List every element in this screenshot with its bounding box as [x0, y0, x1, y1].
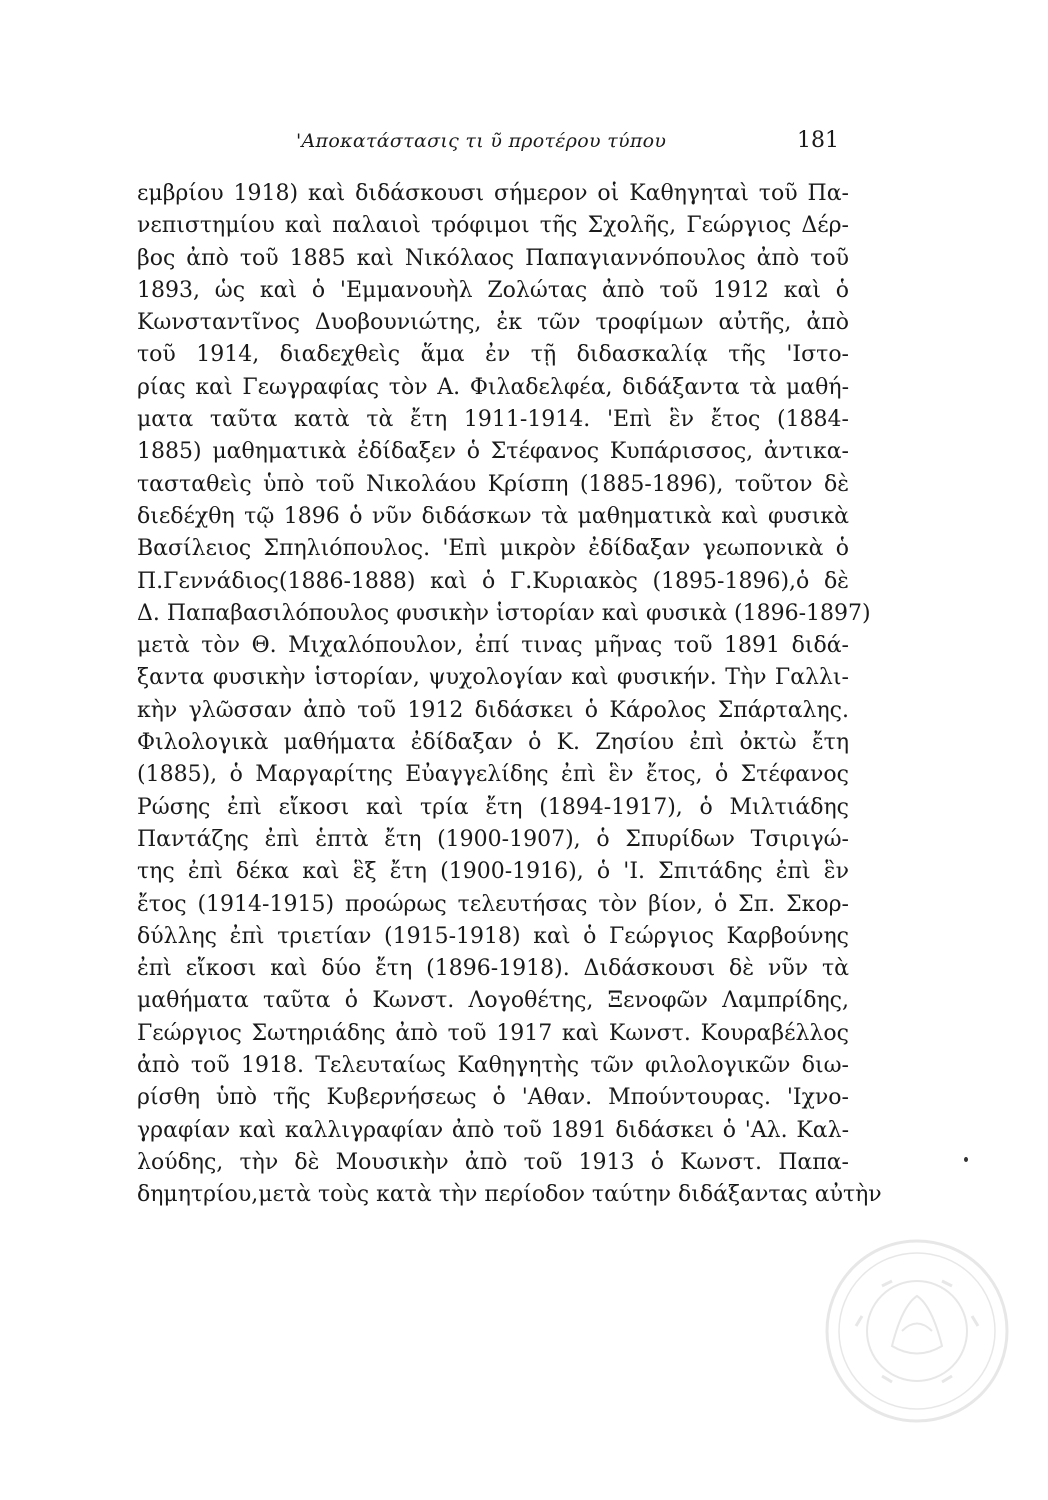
text-line: Ρώσης ἐπὶ εἴκοσι καὶ τρία ἔτη (1894-1917), ὁ Μιλτιάδης	[137, 794, 849, 820]
text-line: μετὰ τὸν Θ. Μιχαλόπουλον, ἐπί τινας μῆνας τοῦ 1891 διδά-	[137, 633, 849, 659]
text-line: ἔτος (1914-1915) προώρως τελευτήσας τὸν βίον, ὁ Σπ. Σκορ-	[137, 891, 849, 917]
text-line: διεδέχθη τῷ 1896 ὁ νῦν διδάσκων τὰ μαθηματικὰ καὶ φυσικὰ	[137, 503, 849, 529]
text-line: Γεώργιος Σωτηριάδης ἀπὸ τοῦ 1917 καὶ Κωνστ. Κουραβέλλος	[137, 1020, 849, 1046]
text-line: ρίας καὶ Γεωγραφίας τὸν Α. Φιλαδελφέα, διδάξαντα τὰ μαθή-	[137, 374, 849, 400]
text-line: τοῦ 1914, διαδεχθεὶς ἅμα ἐν τῇ διδασκαλίᾳ τῆς 'Ιστο-	[137, 342, 849, 368]
text-line: Κωνσταντῖνος Δυοβουνιώτης, ἐκ τῶν τροφίμων αὐτῆς, ἀπὸ	[137, 310, 849, 336]
text-line: νεπιστημίου καὶ παλαιοὶ τρόφιμοι τῆς Σχολῆς, Γεώργιος Δέρ-	[137, 213, 849, 239]
ink-speck	[964, 1157, 968, 1162]
text-line: κὴν γλῶσσαν ἀπὸ τοῦ 1912 διδάσκει ὁ Κάρολος Σπάρταλης.	[137, 697, 849, 723]
library-stamp-icon	[822, 1236, 1012, 1426]
text-line: 1885) μαθηματικὰ ἐδίδαξεν ὁ Στέφανος Κυπάρισσος, ἀντικα-	[137, 439, 849, 465]
text-line: ἀπὸ τοῦ 1918. Τελευταίως Καθηγητὴς τῶν φιλολογικῶν διω-	[137, 1053, 849, 1079]
text-line: (1885), ὁ Μαργαρίτης Εὐαγγελίδης ἐπὶ ἓν ἔτος, ὁ Στέφανος	[137, 762, 849, 788]
text-line: γραφίαν καὶ καλλιγραφίαν ἀπὸ τοῦ 1891 διδάσκει ὁ 'Αλ. Καλ-	[137, 1117, 849, 1143]
text-line: βος ἀπὸ τοῦ 1885 καὶ Νικόλαος Παπαγιαννόπουλος ἀπὸ τοῦ	[137, 245, 849, 271]
text-line: εμβρίου 1918) καὶ διδάσκουσι σήμερον οἱ Καθηγηταὶ τοῦ Πα-	[137, 181, 849, 206]
text-line: ματα ταῦτα κατὰ τὰ ἔτη 1911-1914. 'Επὶ ἓν ἔτος (1884-	[137, 407, 849, 433]
text-line: της ἐπὶ δέκα καὶ ἓξ ἔτη (1900-1916), ὁ 'Ι. Σπιτάδης ἐπὶ ἓν	[137, 859, 849, 885]
text-line: δημητρίου,μετὰ τοὺς κατὰ τὴν περίοδον ταύτην διδάξαντας αὐτὴν	[137, 1182, 882, 1208]
page-number: 181	[797, 128, 839, 153]
text-line: 1893, ὡς καὶ ὁ 'Εμμανουὴλ Ζολώτας ἀπὸ τοῦ 1912 καὶ ὁ	[137, 277, 849, 303]
text-line: Βασίλειος Σπηλιόπουλος. 'Επὶ μικρὸν ἐδίδαξαν γεωπονικὰ ὁ	[137, 536, 849, 562]
text-line: ξαντα φυσικὴν ἱστορίαν, ψυχολογίαν καὶ φυσικήν. Τὴν Γαλλι-	[137, 665, 849, 691]
text-line: ἐπὶ εἴκοσι καὶ δύο ἔτη (1896-1918). Διδάσκουσι δὲ νῦν τὰ	[137, 956, 849, 982]
text-line: λούδης, τὴν δὲ Μουσικὴν ἀπὸ τοῦ 1913 ὁ Κωνστ. Παπα-	[137, 1149, 849, 1175]
body-text	[137, 178, 882, 1212]
text-line: μαθήματα ταῦτα ὁ Κωνστ. Λογοθέτης, Ξενοφῶν Λαμπρίδης,	[137, 988, 849, 1014]
text-line: τασταθεὶς ὑπὸ τοῦ Νικολάου Κρίσπη (1885-1896), τοῦτον δὲ	[137, 471, 849, 497]
text-line: ρίσθη ὑπὸ τῆς Κυβερνήσεως ὁ 'Αθαν. Μπούντουρας. 'Ιχνο-	[137, 1085, 849, 1111]
text-line: Δ. Παπαβασιλόπουλος φυσικὴν ἱστορίαν καὶ φυσικὰ (1896-1897)	[137, 600, 871, 626]
text-line: Π.Γεννάδιος(1886-1888) καὶ ὁ Γ.Κυριακὸς (1895-1896),ὁ δὲ	[137, 568, 849, 594]
text-line: Παντάζης ἐπὶ ἑπτὰ ἔτη (1900-1907), ὁ Σπυρίδων Τσιριγώ-	[137, 826, 849, 852]
text-line: δύλλης ἐπὶ τριετίαν (1915-1918) καὶ ὁ Γεώργιος Καρβούνης	[137, 923, 849, 949]
text-line: Φιλολογικὰ μαθήματα ἐδίδαξαν ὁ Κ. Ζησίου ἐπὶ ὀκτὼ ἔτη	[137, 730, 849, 756]
running-head: 'Αποκατάστασις τι ῦ προτέρου τύπου	[296, 130, 667, 152]
